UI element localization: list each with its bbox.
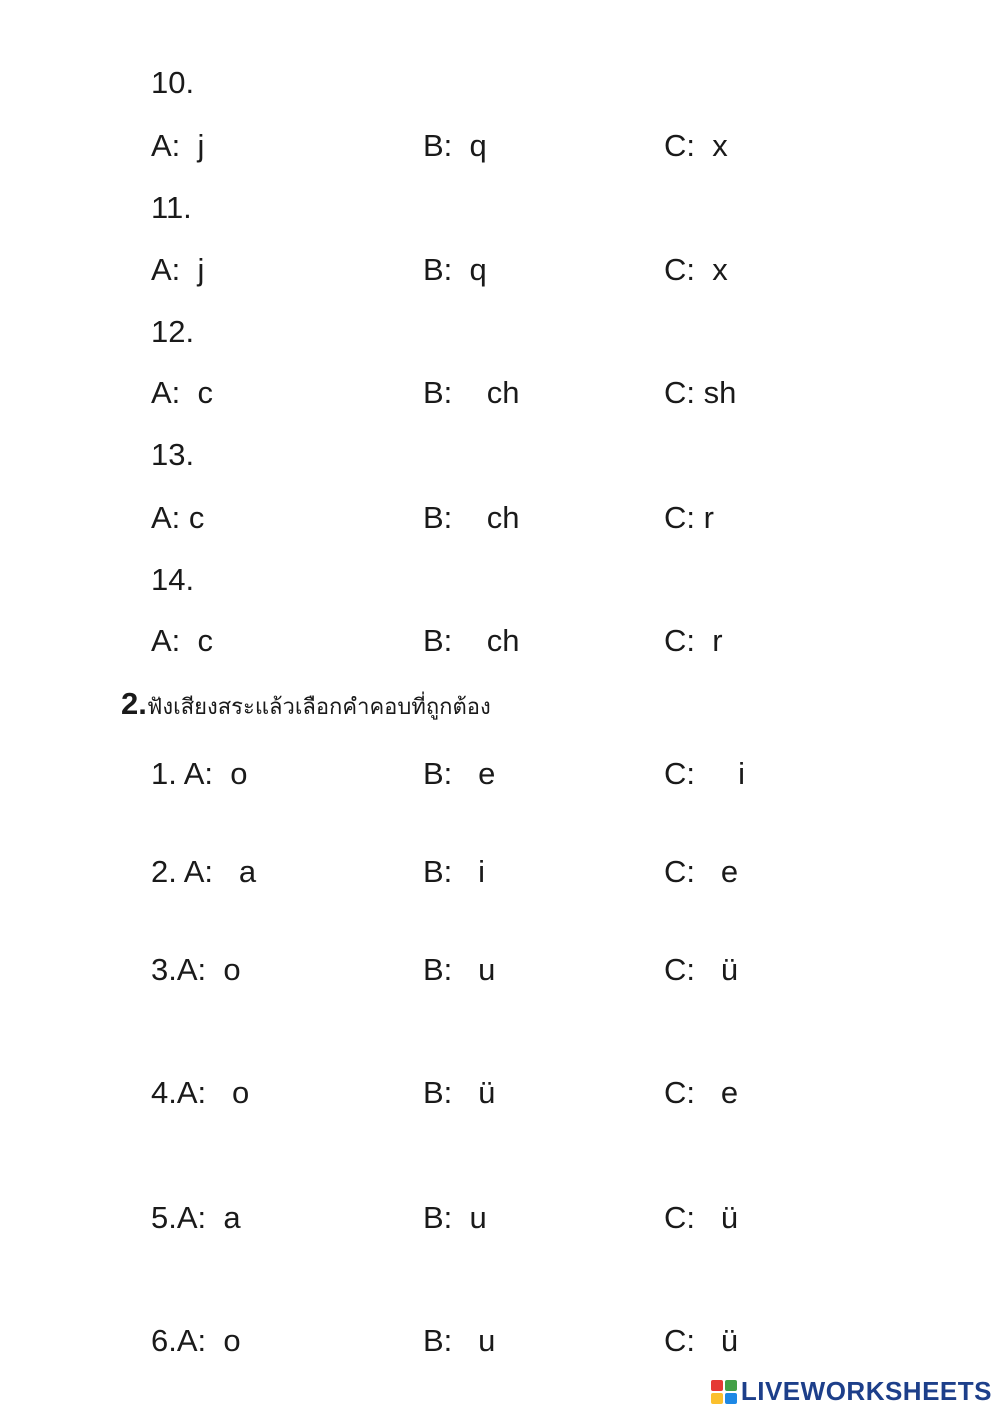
option-c[interactable]: C: sh <box>664 375 737 410</box>
option-c[interactable]: C: r <box>664 623 723 658</box>
liveworksheets-logo <box>711 1376 992 1407</box>
section-number: 2. <box>121 686 147 721</box>
option-a[interactable]: 2. A: a <box>151 854 257 889</box>
option-a[interactable]: A: c <box>151 375 214 410</box>
option-c[interactable]: C: i <box>664 756 745 791</box>
option-c[interactable]: C: e <box>664 854 739 889</box>
option-c[interactable]: C: x <box>664 128 728 163</box>
option-b[interactable]: B: ch <box>423 375 520 410</box>
option-a[interactable]: 4.A: o <box>151 1075 250 1110</box>
section-instruction: ฟังเสียงสระแล้วเลือกคำคอบที่ถูกต้อง <box>146 695 491 720</box>
logo-square-red <box>711 1380 723 1391</box>
option-c[interactable]: C: r <box>664 500 714 535</box>
logo-square-green <box>725 1380 737 1391</box>
option-b[interactable]: B: ü <box>423 1075 496 1110</box>
option-b[interactable]: B: i <box>423 854 486 889</box>
question-number: 13. <box>151 437 195 472</box>
option-a[interactable]: 1. A: o <box>151 756 248 791</box>
option-a[interactable]: A: c <box>151 500 205 535</box>
question-number: 10. <box>151 65 195 100</box>
logo-square-yellow <box>711 1393 723 1404</box>
option-a[interactable]: A: c <box>151 623 214 658</box>
question-number: 11. <box>151 190 192 225</box>
question-number: 14. <box>151 562 195 597</box>
option-b[interactable]: B: ch <box>423 500 520 535</box>
option-c[interactable]: C: ü <box>664 952 739 987</box>
option-b[interactable]: B: u <box>423 1323 496 1358</box>
option-b[interactable]: B: q <box>423 252 487 287</box>
option-c[interactable]: C: x <box>664 252 728 287</box>
option-b[interactable]: B: u <box>423 952 496 987</box>
option-a[interactable]: A: j <box>151 252 205 287</box>
option-c[interactable]: C: ü <box>664 1323 739 1358</box>
question-number: 12. <box>151 314 195 349</box>
option-b[interactable]: B: e <box>423 756 496 791</box>
option-c[interactable]: C: ü <box>664 1200 739 1235</box>
option-c[interactable]: C: e <box>664 1075 739 1110</box>
option-a[interactable]: 3.A: o <box>151 952 241 987</box>
logo-icon <box>711 1380 737 1404</box>
option-a[interactable]: 5.A: a <box>151 1200 241 1235</box>
option-b[interactable]: B: q <box>423 128 487 163</box>
logo-text: LIVEWORKSHEETS <box>740 1376 992 1406</box>
option-a[interactable]: A: j <box>151 128 205 163</box>
option-b[interactable]: B: ch <box>423 623 520 658</box>
option-a[interactable]: 6.A: o <box>151 1323 241 1358</box>
option-b[interactable]: B: u <box>423 1200 487 1235</box>
section-heading <box>121 684 491 730</box>
logo-square-blue <box>725 1393 737 1404</box>
